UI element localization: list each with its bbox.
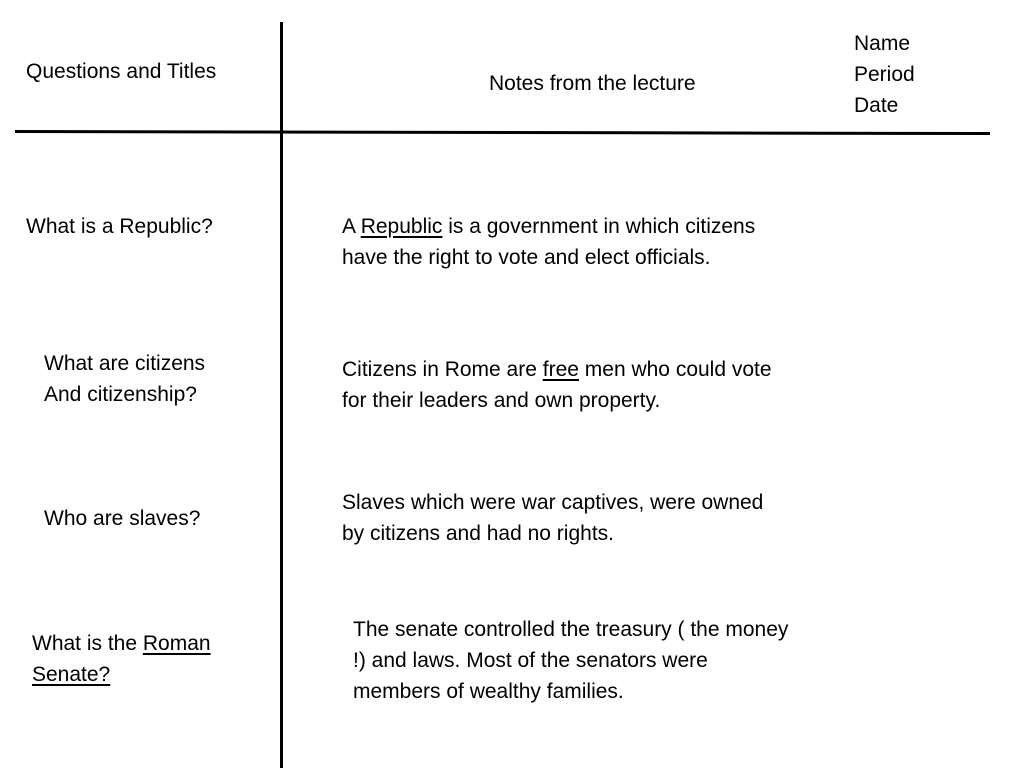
note-text: men who could vote [578,358,772,381]
question-line [32,628,211,659]
key-term-free: free [542,358,579,381]
questions-column-heading: Questions and Titles [26,60,217,83]
note-text: Citizens in Rome are [342,358,543,381]
name-label: Name [854,32,911,55]
note-line: for their leaders and own property. [342,389,661,412]
date-label: Date [854,94,899,117]
note-line: !) and laws. Most of the senators were [353,649,708,672]
question-text: What are citizens [44,352,206,375]
question-line [32,659,211,690]
key-term-senate: Senate? [32,663,111,686]
student-info-block [854,28,915,121]
column-divider-line [280,22,283,768]
question-text: What is the [32,632,143,655]
note-roman-senate [353,614,788,707]
note-line: members of wealthy families. [353,680,624,703]
note-line: have the right to vote and elect officials. [342,246,711,269]
question-text: What is a Republic? [26,215,213,238]
question-text: And citizenship? [44,383,197,406]
question-republic [26,211,213,242]
note-line: by citizens and had no rights. [342,522,614,545]
note-republic [342,211,755,273]
key-term-roman: Roman [142,632,211,655]
note-line [342,354,772,385]
note-citizens [342,354,772,416]
question-text: Who are slaves? [44,507,201,530]
note-text: A [342,215,361,238]
question-citizens [44,348,205,410]
key-term-republic: Republic [360,215,443,238]
period-label: Period [854,63,915,86]
question-roman-senate [32,628,211,690]
notes-column-heading: Notes from the lecture [489,72,696,95]
note-line [342,211,755,242]
note-slaves [342,487,763,549]
note-line: Slaves which were war captives, were owned [342,491,764,514]
question-slaves [44,503,200,534]
note-line: The senate controlled the treasury ( the money [353,618,789,641]
note-text: is a government in which citizens [442,215,756,238]
header-divider-line [15,130,990,135]
